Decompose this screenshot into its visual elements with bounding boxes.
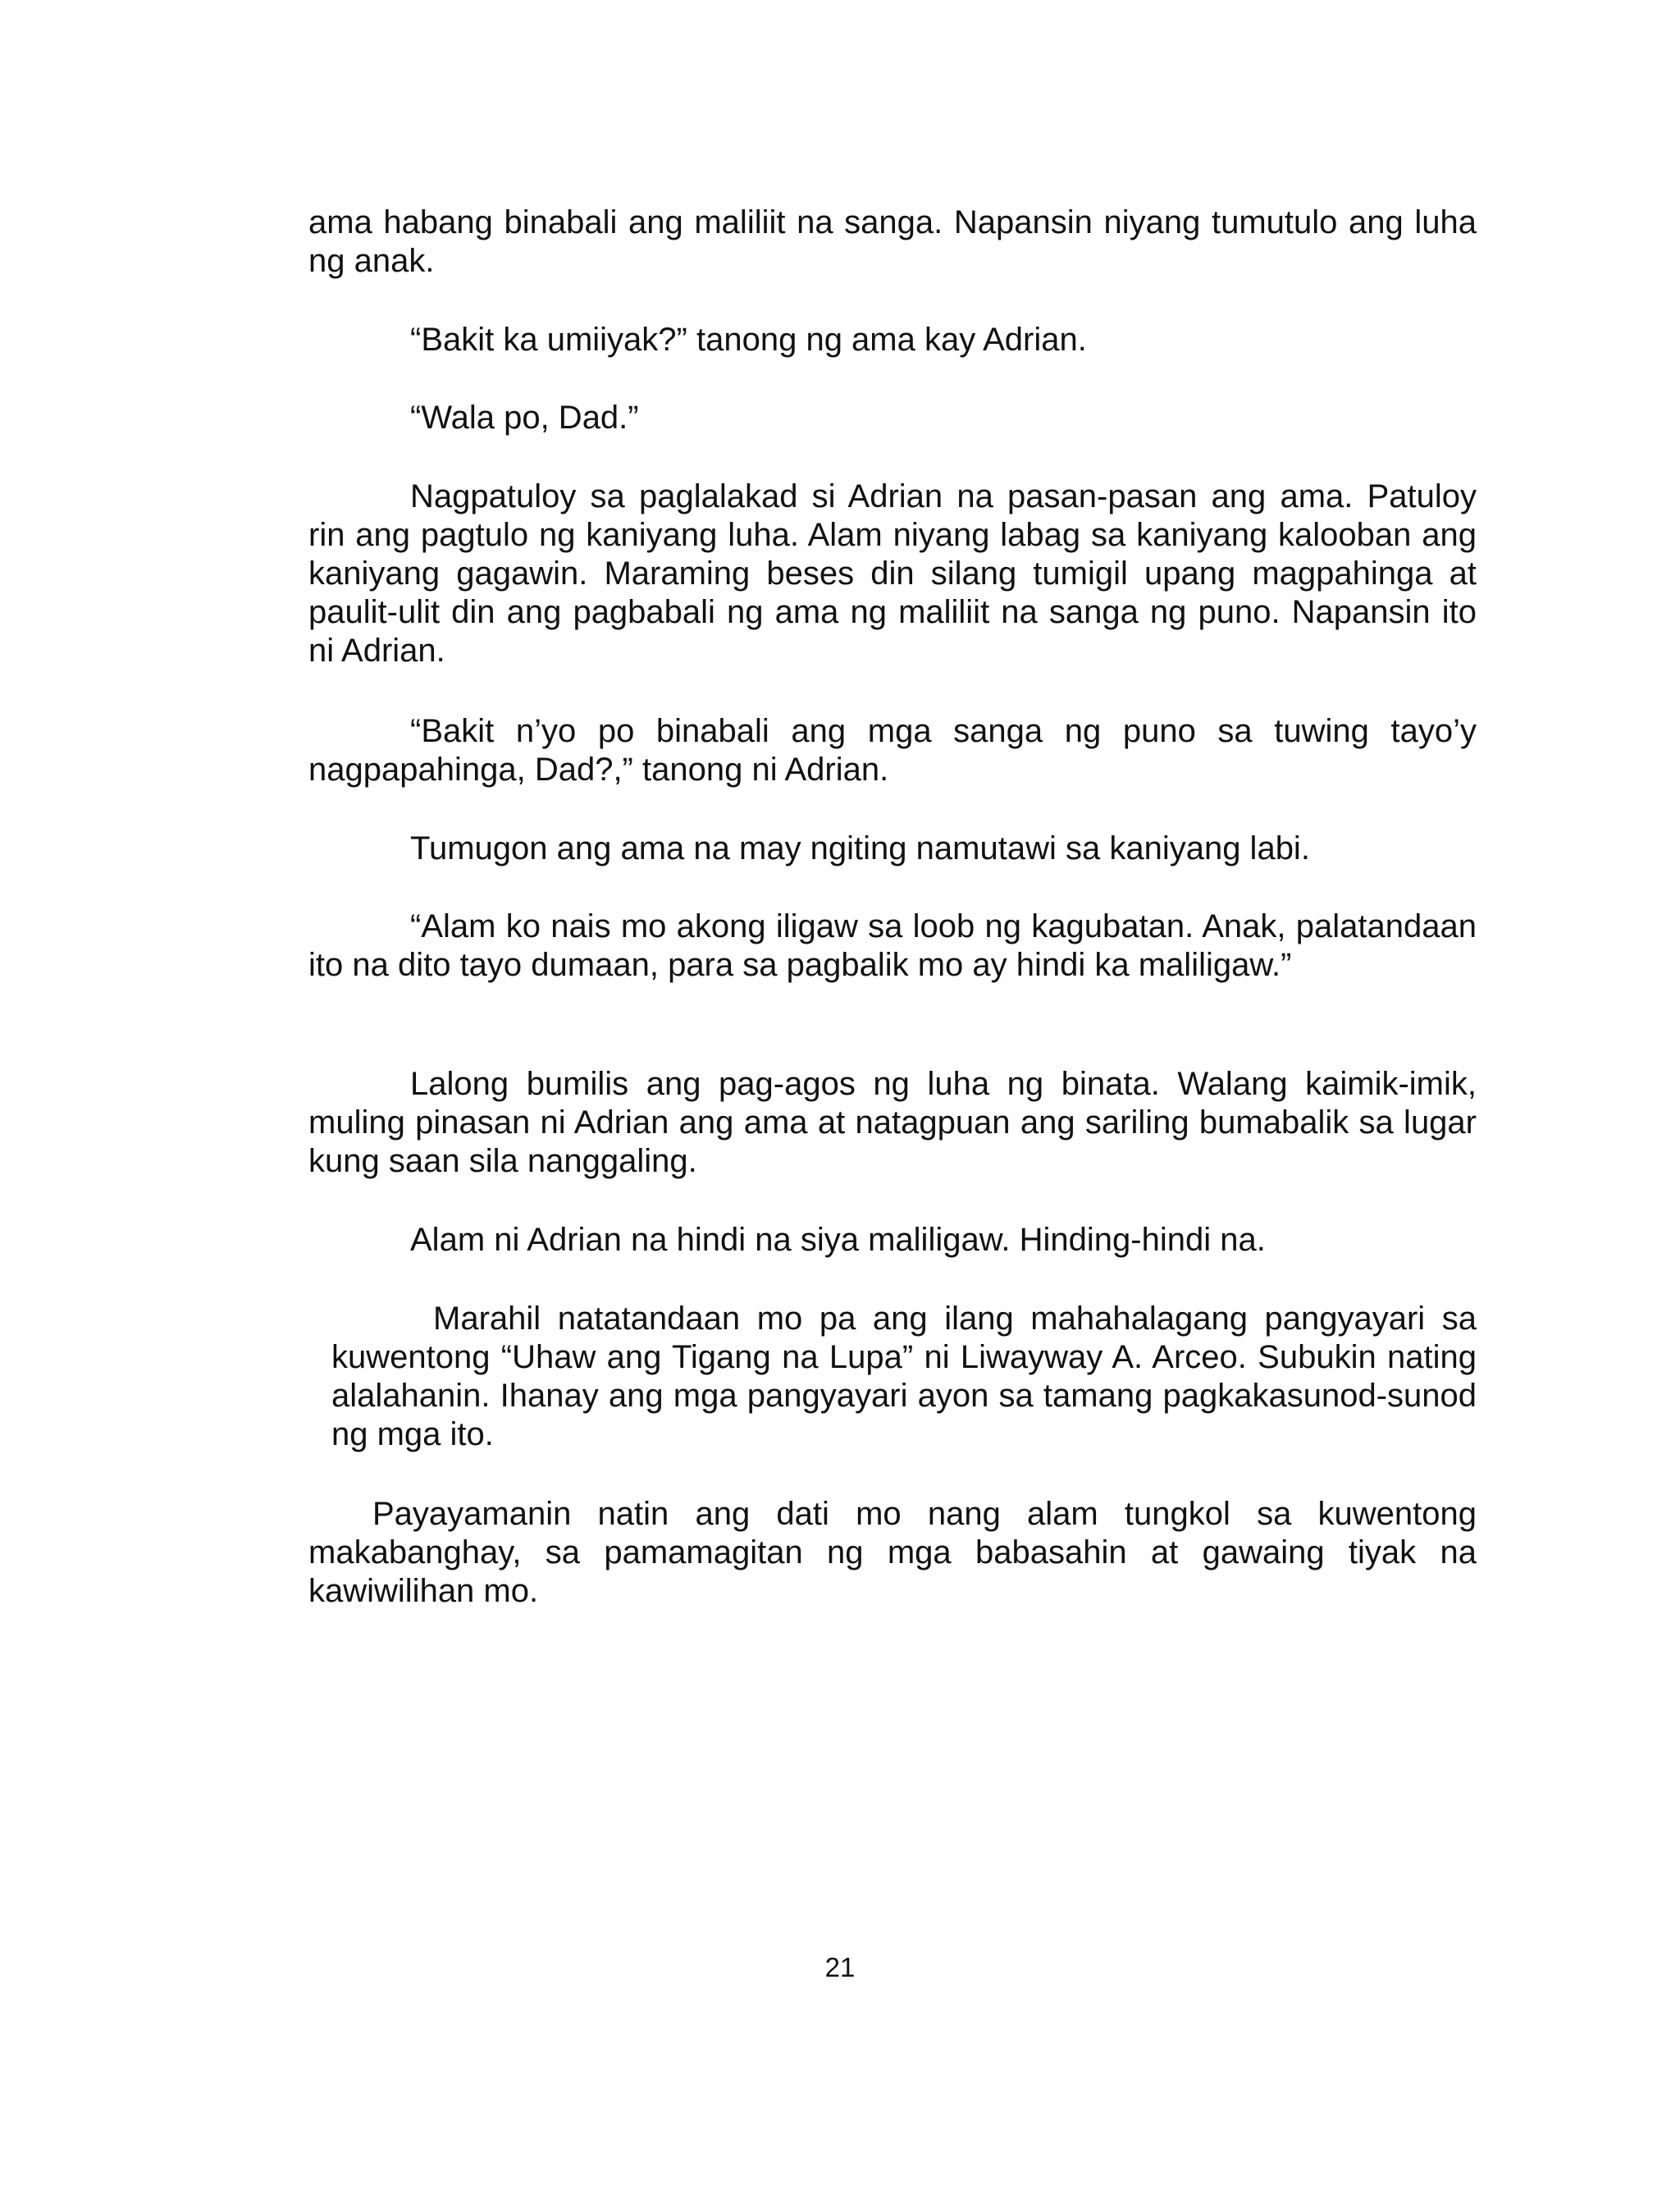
paragraph-narration-ending (308, 1221, 1477, 1260)
page-number: 21 (824, 1952, 856, 1982)
paragraph-text: ama habang binabali ang maliliit na sanga. Napansin niyang tumutulo ang luha ng anak. (308, 204, 1477, 279)
paragraph-activity-instruction (331, 1300, 1477, 1454)
paragraph-dialogue-wala-po (308, 399, 1477, 437)
paragraph-text: “Alam ko nais mo akong iligaw sa loob ng kagubatan. Anak, palatandaan ito na dito tayo dumaan, para sa pagbalik mo ay hindi ka maliligaw.” (308, 908, 1477, 983)
paragraph-text: “Wala po, Dad.” (410, 400, 639, 436)
paragraph-dialogue-father-answer (308, 908, 1477, 985)
paragraph-text: “Bakit ka umiiyak?” tanong ng ama kay Adrian. (410, 322, 1087, 358)
paragraph-text: Tumugon ang ama na may ngiting namutawi sa kaniyang labi. (410, 830, 1310, 866)
paragraph-text: Alam ni Adrian na hindi na siya maliligaw. Hinding-hindi na. (410, 1222, 1266, 1258)
paragraph-dialogue-branches (308, 712, 1477, 789)
paragraph-text: Marahil natatandaan mo pa ang ilang mahahalagang pangyayari sa kuwentong “Uhaw ang Tigang na Lupa” ni Liwayway A. Arceo. Subukin nating alalahanin. Ihanay ang mga pangyayari ayon sa tamang pagkakasunod-sunod ng mga ito. (331, 1301, 1477, 1452)
paragraph-narration-return (308, 1065, 1477, 1181)
paragraph-narration-walking (308, 478, 1477, 670)
paragraph-text: Payayamanin natin ang dati mo nang alam tungkol sa kuwentong makabanghay, sa pamamagitan ng mga babasahin at gawaing tiyak na kawiwilihan mo. (308, 1496, 1477, 1609)
paragraph-text: Lalong bumilis ang pag-agos ng luha ng binata. Walang kaimik-imik, muling pinasan ni Adrian ang ama at natagpuan ang sariling bumabalik sa lugar kung saan sila nanggaling. (308, 1066, 1477, 1179)
paragraph-dialogue-why-crying (308, 321, 1477, 359)
paragraph-continuation (308, 203, 1477, 281)
paragraph-text: Nagpatuloy sa paglalakad si Adrian na pasan-pasan ang ama. Patuloy rin ang pagtulo ng kaniyang luha. Alam niyang labag sa kaniyang kalooban ang kaniyang gagawin. Maraming beses din silang tumigil upang magpahinga at paulit-ulit din ang pagbabali ng ama ng maliliit na sanga ng puno. Napansin ito ni Adrian. (308, 478, 1477, 669)
paragraph-narration-father-smile (308, 830, 1477, 868)
paragraph-closing (308, 1495, 1477, 1611)
paragraph-text: “Bakit n’yo po binabali ang mga sanga ng puno sa tuwing tayo’y nagpapahinga, Dad?,” tanong ni Adrian. (308, 713, 1477, 788)
